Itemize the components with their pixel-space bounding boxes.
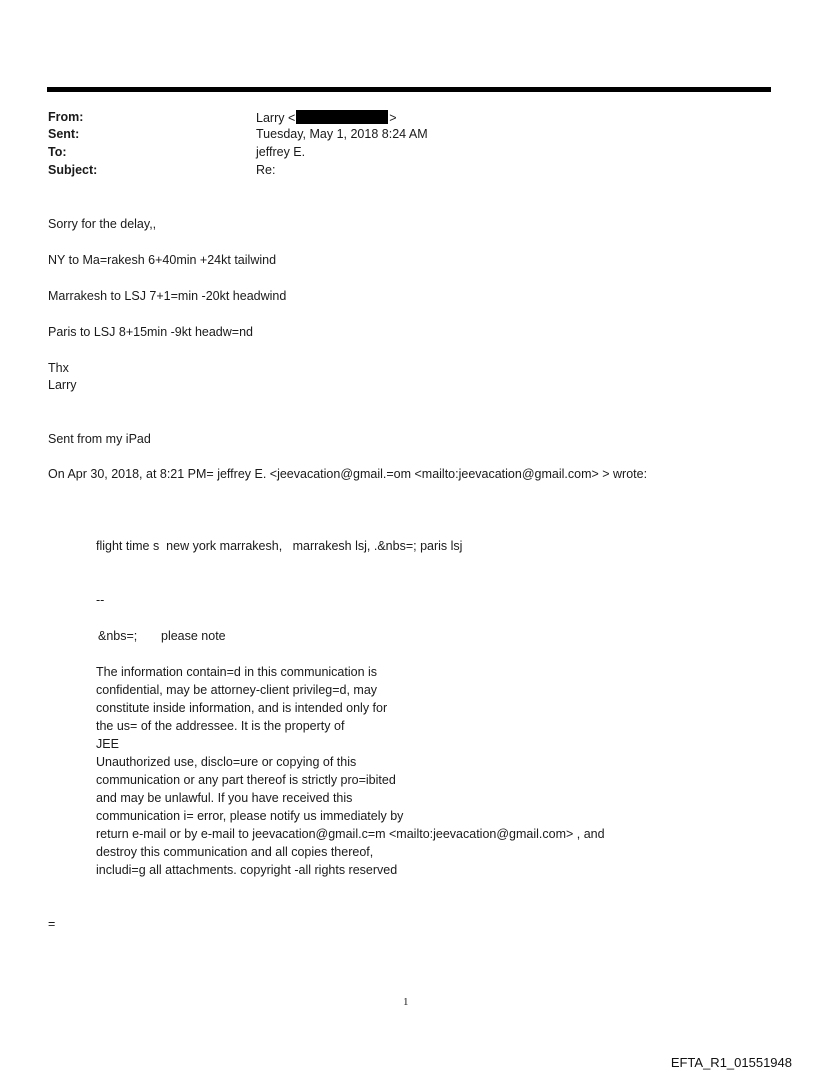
- sent-label: Sent:: [48, 127, 80, 141]
- disclaimer-line: confidential, may be attorney-client privileg=d, may: [96, 683, 378, 697]
- greeting: Sorry for the delay,,: [48, 217, 157, 231]
- subject-label: Subject:: [48, 163, 98, 177]
- from-value: [256, 110, 397, 125]
- subject-value: Re:: [256, 163, 276, 177]
- disclaimer-line: communication i= error, please notify us immediately by: [96, 809, 404, 823]
- disclaimer-line: and may be unlawful. If you have received this: [96, 791, 353, 805]
- signature: Larry: [48, 378, 77, 392]
- flight-line-3: Paris to LSJ 8+15min -9kt headw=nd: [48, 325, 253, 339]
- disclaimer-line: The information contain=d in this communication is: [96, 665, 378, 679]
- note-text: please note: [161, 629, 226, 643]
- redaction-box: [296, 110, 388, 124]
- disclaimer-line: constitute inside information, and is intended only for: [96, 701, 388, 715]
- from-name-prefix: Larry <: [256, 111, 296, 125]
- flight-line-2: Marrakesh to LSJ 7+1=min -20kt headwind: [48, 289, 287, 303]
- to-value: jeffrey E.: [256, 145, 306, 159]
- trailing-equals: =: [48, 917, 56, 931]
- disclaimer-line: includi=g all attachments. copyright -all rights reserved: [96, 863, 398, 877]
- signature-separator: --: [96, 593, 105, 607]
- disclaimer-line: Unauthorized use, disclo=ure or copying of this: [96, 755, 357, 769]
- note-prefix: &nbs=;: [98, 629, 138, 643]
- from-label: From:: [48, 110, 84, 124]
- disclaimer-line: JEE: [96, 737, 119, 751]
- to-label: To:: [48, 145, 67, 159]
- flight-line-1: NY to Ma=rakesh 6+40min +24kt tailwind: [48, 253, 277, 267]
- sent-value: Tuesday, May 1, 2018 8:24 AM: [256, 127, 428, 141]
- disclaimer-line: return e-mail or by e-mail to jeevacation@gmail.c=m <mailto:jeevacation@gmail.com> , and: [96, 827, 605, 841]
- sent-from: Sent from my iPad: [48, 432, 151, 446]
- header-rule: [47, 87, 771, 92]
- quote-header: On Apr 30, 2018, at 8:21 PM= jeffrey E. <jeevacation@gmail.=om <mailto:jeevacation@gmail.com> > wrote:: [48, 467, 648, 481]
- disclaimer-line: destroy this communication and all copies thereof,: [96, 845, 374, 859]
- page-number: 1: [403, 996, 409, 1008]
- disclaimer-line: the us= of the addressee. It is the property of: [96, 719, 345, 733]
- from-name-suffix: >: [389, 111, 397, 125]
- quoted-text: flight time s new york marrakesh, marrakesh lsj, .&nbs=; paris lsj: [96, 539, 463, 553]
- bates-number: EFTA_R1_01551948: [670, 1055, 792, 1070]
- thanks: Thx: [48, 361, 69, 375]
- disclaimer-line: communication or any part thereof is strictly pro=ibited: [96, 773, 396, 787]
